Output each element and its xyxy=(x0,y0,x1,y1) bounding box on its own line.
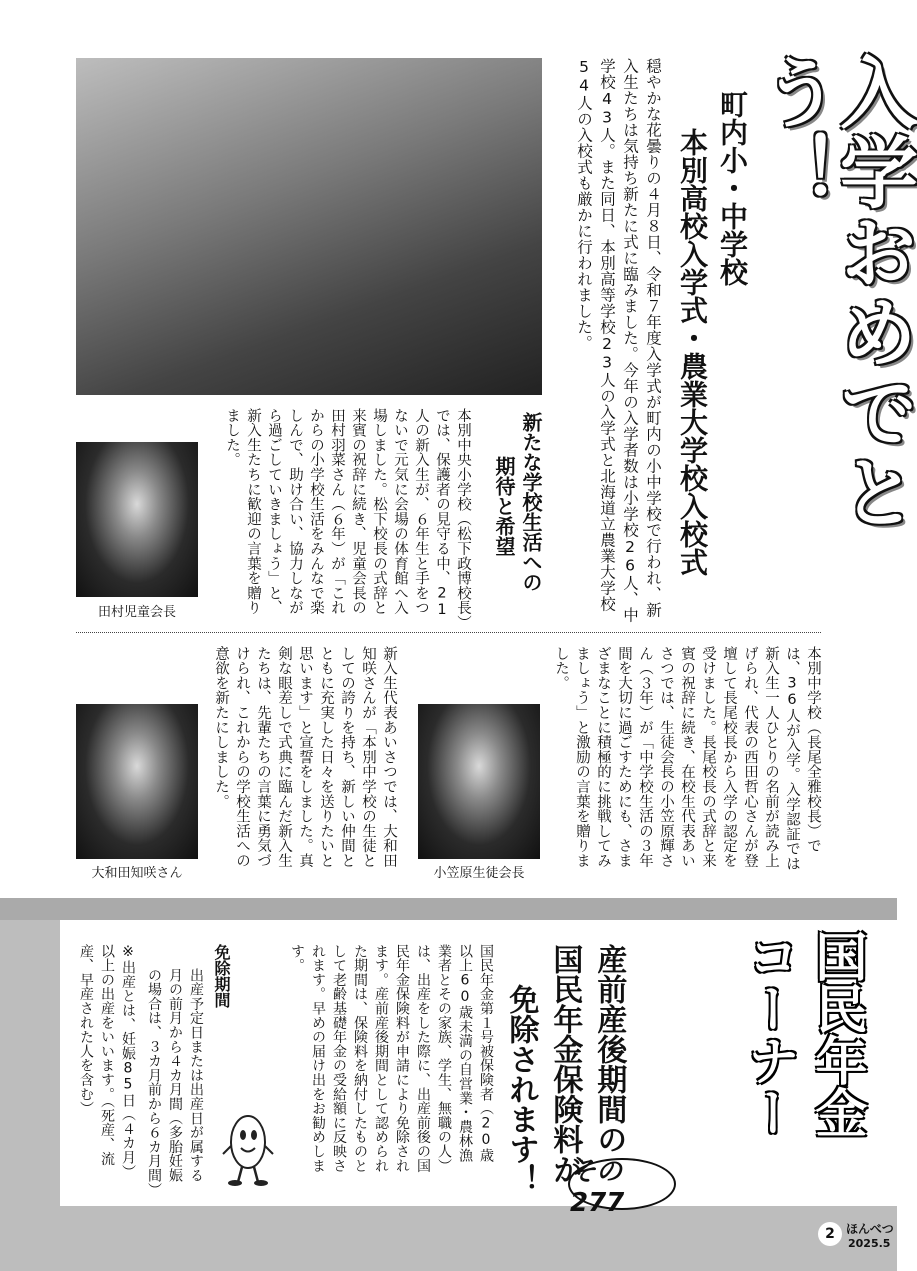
section-heading-1: 新たな学校生活への xyxy=(519,412,543,592)
article-subtitle-1: 町内小・中学校 xyxy=(716,90,749,286)
exemption-heading: 免除期間 xyxy=(212,944,231,1008)
elementary-text: 本別中央小学校（松下政博校長）では、保護者の見守る中、21人の新入生が、６年生と手をつないで元気に会場の体育館へ入場しました。松下校長の式辞と来賓の祝辞に続き、児童会長の田村羽菜さん（６年）が「これからの小学校生活をみんなで楽しんで、助け合い、協力しながら過ごしていきましょう」と、新入生たちに歓迎の言葉を贈りました。 xyxy=(224,408,471,623)
pension-headline-1: 産前産後期間の xyxy=(591,944,627,1154)
publication-name: ほんべつ xyxy=(846,1222,894,1236)
article-lead: 穏やかな花曇りの４月８日、令和７年度入学式が町内の小中学校で行われ、新入生たちは気持ち新たに式に臨みました。今年の入学者数は小学校26人、中学校43人。また同日、本別高等学校23人の入学式と北海道立農業大学校54人の入校式も厳かに行われました。 xyxy=(575,58,662,623)
entrance-ceremony-photo xyxy=(76,58,542,395)
corner-title: 国民年金コーナー xyxy=(738,930,866,1138)
owada-caption: 大和田知咲さん xyxy=(91,866,183,881)
article-divider xyxy=(76,632,821,633)
pension-band-top xyxy=(0,898,897,920)
article-subtitle-2: 本別高校入学式・農業大学校入校式 xyxy=(676,128,709,576)
section-heading-2: 期待と希望 xyxy=(492,456,516,556)
pension-band-bottom xyxy=(0,1206,897,1271)
page-number: 2 xyxy=(825,1226,835,1242)
pension-headline-2: 国民年金保険料が xyxy=(547,944,583,1184)
article-title: 入学おめでとう！ xyxy=(749,52,917,532)
pension-headline-3: 免除されます！ xyxy=(503,984,539,1194)
issue-number: その277 xyxy=(570,1156,625,1218)
publication-date: 2025.5 xyxy=(848,1237,891,1250)
exemption-note: ※出産とは、妊娠85日（４カ月）以上の出産をいいます。（死産、流産、早産された人を含む） xyxy=(78,944,136,1179)
exemption-body: 出産予定日または出産日が属する月の前月から４カ月間（多胎妊娠の場合は、３カ月前から６カ月間） xyxy=(146,968,204,1197)
ogasawara-photo xyxy=(418,704,540,859)
tamura-photo xyxy=(76,442,198,597)
issue-badge xyxy=(568,1156,676,1218)
pension-side-band xyxy=(0,920,60,1206)
tamura-caption: 田村児童会長 xyxy=(97,605,176,620)
pension-body: 国民年金第１号被保険者（20歳以上60歳未満の自営業・農林漁業者とその家族、学生、無職の人）は、出産をした際に、出産前後の国民年金保険料が申請により免除されます。産前産後期間として認められた期間は、保険料を納付したものとして老齢基礎年金の受給額に反映されます。早めの届け出をお勧めします。 xyxy=(289,944,494,1173)
representative-text: 新入生代表あいさつでは、大和田知咲さんが「本別中学校の生徒としての誇りを持ち、新しい仲間とともに充実した日々を送りたいと思います」と宣誓をしました。真剣な眼差しで式典に臨んだ新入生たちは、先輩たちの言葉に勇気づけられ、これからの学校生活への意欲を新たにしました。 xyxy=(213,646,397,868)
ogasawara-caption: 小笠原生徒会長 xyxy=(433,866,525,881)
owada-photo xyxy=(76,704,198,859)
junior-high-text: 本別中学校（長尾全雅校長）では、36人が入学。入学認証では新入生一人ひとりの名前が読み上げられ、代表の西田哲心さんが登壇して長尾校長から入学の認定を受けました。長尾校長の式辞と来賓の祝辞に続き、在校生代表あいさつでは、生徒会長の小笠原輝さん（３年）が「中学校生活の３年間を大切に過ごすためにも、さまざまなことに積極的に挑戦してみましょう」と激励の言葉を贈りました。 xyxy=(553,646,821,871)
bean-mascot-icon xyxy=(220,1110,276,1184)
page-number-circle xyxy=(818,1222,842,1246)
